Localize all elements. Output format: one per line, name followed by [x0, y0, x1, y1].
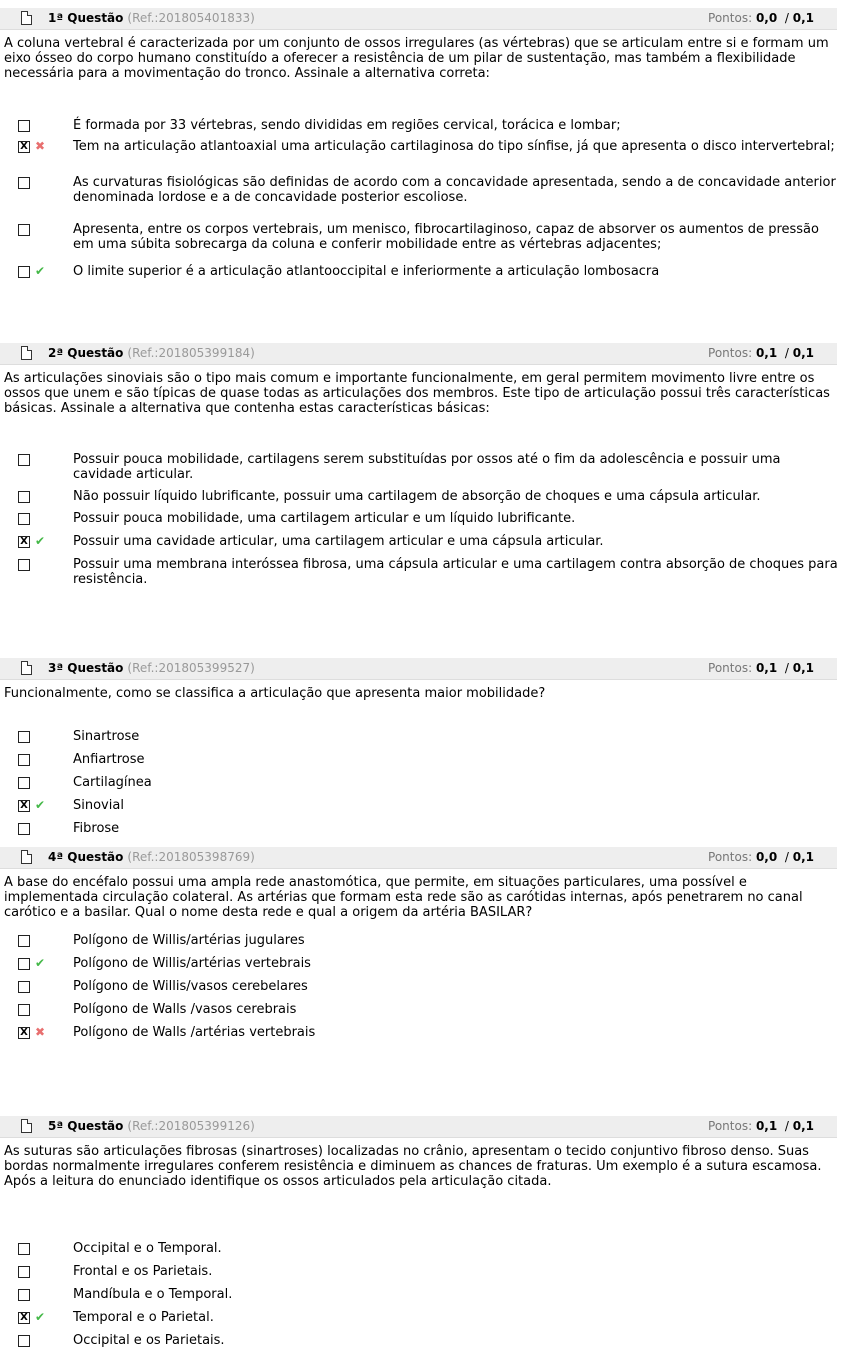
question-ref: 201805399184 [158, 346, 251, 360]
option-5[interactable] [0, 1025, 851, 1043]
result-icon [35, 821, 49, 836]
document-icon [21, 850, 32, 864]
option-text: É formada por 33 vértebras, sendo divididas em regiões cervical, torácica e lombar; [73, 118, 621, 133]
document-icon [21, 346, 32, 360]
option-text: Não possuir líquido lubrificante, possuir uma cartilagem de absorção de choques e uma cápsula articular. [73, 489, 761, 504]
option-text: Polígono de Walls /artérias vertebrais [73, 1025, 316, 1040]
result-icon [35, 729, 49, 744]
option-text: Occipital e os Parietais. [73, 1333, 225, 1348]
option-3[interactable] [0, 1287, 851, 1305]
ref-suffix: ) [250, 661, 255, 675]
option-3[interactable] [0, 775, 851, 793]
option-text: Polígono de Willis/vasos cerebelares [73, 979, 308, 994]
question-title [48, 850, 255, 864]
result-icon [35, 979, 49, 994]
option-text: O limite superior é a articulação atlantooccipital e inferiormente a articulação lombosacra [73, 264, 660, 279]
option-2[interactable] [0, 1264, 851, 1282]
points-label: Pontos: [708, 11, 753, 25]
result-icon [35, 175, 49, 190]
question-number: 3ª Questão [48, 661, 124, 675]
points-score: 0,0 [755, 850, 778, 864]
option-checkbox[interactable]: X [18, 536, 30, 548]
option-checkbox[interactable] [18, 120, 30, 132]
option-1[interactable] [0, 118, 851, 136]
points-max: 0,1 [792, 661, 814, 675]
option-text: Mandíbula e o Temporal. [73, 1287, 233, 1302]
option-checkbox[interactable] [18, 1289, 30, 1301]
points-label: Pontos: [708, 346, 753, 360]
ref-prefix: (Ref.: [127, 346, 159, 360]
option-checkbox[interactable] [18, 491, 30, 503]
option-2[interactable] [0, 489, 851, 507]
option-checkbox[interactable] [18, 177, 30, 189]
option-5[interactable] [0, 1333, 851, 1351]
question-header [0, 1116, 837, 1138]
question-ref: 201805399126 [158, 1119, 251, 1133]
question-header [0, 847, 837, 869]
option-1[interactable] [0, 1241, 851, 1259]
option-4[interactable] [0, 222, 851, 252]
option-text: Possuir pouca mobilidade, uma cartilagem articular e um líquido lubrificante. [73, 511, 576, 526]
question-header [0, 8, 837, 30]
option-text: Fibrose [73, 821, 120, 836]
option-text: Sinovial [73, 798, 124, 813]
option-text: Polígono de Walls /vasos cerebrais [73, 1002, 297, 1017]
option-checkbox[interactable] [18, 559, 30, 571]
correct-check-icon: ✔ [35, 956, 46, 970]
question-number: 1ª Questão [48, 11, 124, 25]
option-checkbox[interactable] [18, 754, 30, 766]
option-1[interactable] [0, 452, 851, 482]
option-text: Temporal e o Parietal. [73, 1310, 214, 1325]
ref-prefix: (Ref.: [127, 11, 159, 25]
option-checkbox[interactable]: X [18, 1027, 30, 1039]
option-text: Polígono de Willis/artérias jugulares [73, 933, 305, 948]
option-4[interactable] [0, 1002, 851, 1020]
result-icon [35, 452, 49, 467]
option-4[interactable] [0, 534, 851, 552]
option-checkbox[interactable]: X [18, 141, 30, 153]
option-checkbox[interactable] [18, 958, 30, 970]
option-3[interactable] [0, 979, 851, 997]
points-max: 0,1 [792, 11, 814, 25]
points-separator: / [784, 850, 789, 864]
question-title [48, 1119, 255, 1133]
option-2[interactable] [0, 139, 851, 157]
points-score: 0,0 [755, 11, 778, 25]
result-icon [35, 557, 49, 572]
option-checkbox[interactable]: X [18, 800, 30, 812]
option-4[interactable] [0, 1310, 851, 1328]
question-number: 5ª Questão [48, 1119, 124, 1133]
result-icon [35, 1002, 49, 1017]
option-checkbox[interactable] [18, 777, 30, 789]
option-text: Apresenta, entre os corpos vertebrais, um menisco, fibrocartilaginoso, capaz de absorver os aumentos de pressão em uma súbita sobrecarga da coluna e conferir mobilidade entre as vértebras adjacentes; [73, 222, 819, 252]
question-number: 2ª Questão [48, 346, 124, 360]
option-5[interactable] [0, 557, 851, 587]
points-separator: / [784, 11, 789, 25]
option-2[interactable] [0, 956, 851, 974]
result-icon [35, 933, 49, 948]
question-statement: Funcionalmente, como se classifica a articulação que apresenta maior mobilidade? [4, 686, 546, 701]
option-text: Occipital e o Temporal. [73, 1241, 222, 1256]
option-checkbox[interactable] [18, 1335, 30, 1347]
question-statement: As articulações sinoviais são o tipo mais comum e importante funcionalmente, em geral permitem movimento livre entre os ossos que unem e são típicas de quase todas as articulações dos membros. Este tipo de articulação possui três características básicas. Assinale a alternativa que contenha estas características básicas: [4, 371, 830, 416]
question-ref: 201805398769 [158, 850, 251, 864]
option-5[interactable] [0, 264, 851, 282]
points-score: 0,1 [755, 1119, 778, 1133]
points-max: 0,1 [792, 850, 814, 864]
option-text: Tem na articulação atlantoaxial uma articulação cartilaginosa do tipo sínfise, já que apresenta o disco intervertebral; [73, 139, 835, 154]
result-icon [35, 489, 49, 504]
option-text: Sinartrose [73, 729, 140, 744]
question-title [48, 11, 255, 25]
points-separator: / [784, 1119, 789, 1133]
option-checkbox[interactable] [18, 266, 30, 278]
result-icon [35, 1264, 49, 1279]
question-number: 4ª Questão [48, 850, 124, 864]
question-ref: 201805399527 [158, 661, 251, 675]
ref-prefix: (Ref.: [127, 850, 159, 864]
option-checkbox[interactable] [18, 454, 30, 466]
points-max: 0,1 [792, 346, 814, 360]
wrong-x-icon: ✖ [35, 1025, 46, 1039]
ref-suffix: ) [250, 1119, 255, 1133]
points-separator: / [784, 661, 789, 675]
question-header [0, 658, 837, 680]
result-icon [35, 752, 49, 767]
document-icon [21, 11, 32, 25]
result-icon [35, 775, 49, 790]
points-label: Pontos: [708, 1119, 753, 1133]
option-2[interactable] [0, 752, 851, 770]
option-checkbox[interactable] [18, 1243, 30, 1255]
ref-prefix: (Ref.: [127, 1119, 159, 1133]
result-icon [35, 222, 49, 237]
points-label: Pontos: [708, 661, 753, 675]
document-icon [21, 1119, 32, 1133]
option-checkbox[interactable] [18, 981, 30, 993]
result-icon [35, 1287, 49, 1302]
option-text: Cartilagínea [73, 775, 152, 790]
result-icon [35, 1241, 49, 1256]
points [708, 850, 814, 864]
points [708, 11, 814, 25]
question-ref: 201805401833 [158, 11, 251, 25]
ref-suffix: ) [250, 11, 255, 25]
option-text: Anfiartrose [73, 752, 145, 767]
correct-check-icon: ✔ [35, 798, 46, 812]
option-text: Possuir uma membrana interóssea fibrosa, uma cápsula articular e uma cartilagem contra absorção de choques para resistência. [73, 557, 838, 587]
option-text: Polígono de Willis/artérias vertebrais [73, 956, 311, 971]
question-title [48, 661, 255, 675]
option-checkbox[interactable]: X [18, 1312, 30, 1324]
correct-check-icon: ✔ [35, 1310, 46, 1324]
option-1[interactable] [0, 729, 851, 747]
option-checkbox[interactable] [18, 1004, 30, 1016]
result-icon [35, 1333, 49, 1348]
option-5[interactable] [0, 821, 851, 839]
option-text: As curvaturas fisiológicas são definidas de acordo com a concavidade apresentada, sendo a de concavidade anterior denominada lordose e a de concavidade posterior escoliose. [73, 175, 836, 205]
points [708, 1119, 814, 1133]
option-checkbox[interactable] [18, 935, 30, 947]
points-separator: / [784, 346, 789, 360]
option-text: Frontal e os Parietais. [73, 1264, 213, 1279]
points-label: Pontos: [708, 850, 753, 864]
correct-check-icon: ✔ [35, 264, 46, 278]
option-checkbox[interactable] [18, 731, 30, 743]
question-title [48, 346, 255, 360]
result-icon [35, 511, 49, 526]
points-score: 0,1 [755, 346, 778, 360]
correct-check-icon: ✔ [35, 534, 46, 548]
points [708, 661, 814, 675]
document-icon [21, 661, 32, 675]
question-header [0, 343, 837, 365]
question-statement: A base do encéfalo possui uma ampla rede anastomótica, que permite, em situações particulares, uma possível e implementada circulação colateral. As artérias que formam esta rede são as carótidas internas, após penetrarem no canal carótico e a basilar. Qual o nome desta rede e qual a origem da artéria BASILAR? [4, 875, 803, 920]
ref-prefix: (Ref.: [127, 661, 159, 675]
option-text: Possuir uma cavidade articular, uma cartilagem articular e uma cápsula articular. [73, 534, 604, 549]
option-3[interactable] [0, 511, 851, 529]
result-icon [35, 118, 49, 133]
option-checkbox[interactable] [18, 513, 30, 525]
option-4[interactable] [0, 798, 851, 816]
question-statement: A coluna vertebral é caracterizada por um conjunto de ossos irregulares (as vértebras) que se articulam entre si e formam um eixo ósseo do corpo humano constituído a oferecer a resistência de um pilar de sustentação, mas também a flexibilidade necessária para a movimentação do tronco. Assinale a alternativa correta: [4, 36, 829, 81]
ref-suffix: ) [250, 850, 255, 864]
option-3[interactable] [0, 175, 851, 205]
option-checkbox[interactable] [18, 1266, 30, 1278]
option-checkbox[interactable] [18, 823, 30, 835]
option-checkbox[interactable] [18, 224, 30, 236]
wrong-x-icon: ✖ [35, 139, 46, 153]
option-text: Possuir pouca mobilidade, cartilagens serem substituídas por ossos até o fim da adolescência e possuir uma cavidade articular. [73, 452, 781, 482]
option-1[interactable] [0, 933, 851, 951]
points-score: 0,1 [755, 661, 778, 675]
points [708, 346, 814, 360]
ref-suffix: ) [250, 346, 255, 360]
points-max: 0,1 [792, 1119, 814, 1133]
question-statement: As suturas são articulações fibrosas (sinartroses) localizadas no crânio, apresentam o tecido conjuntivo fibroso denso. Suas bordas normalmente irregulares conferem resistência e diminuem as chances de fraturas. Um exemplo é a sutura escamosa. Após a leitura do enunciado identifique os ossos articulados pela articulação citada. [4, 1144, 822, 1189]
